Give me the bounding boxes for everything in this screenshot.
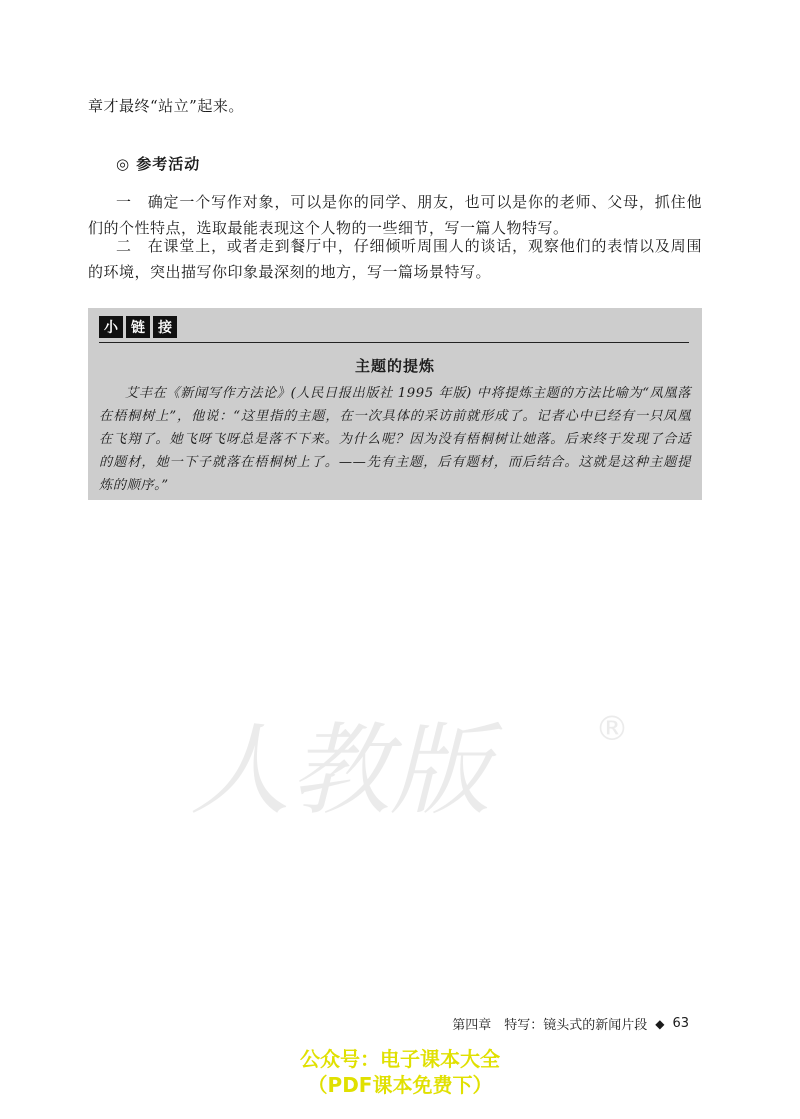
link-box xyxy=(88,308,702,500)
page-number: 63 xyxy=(672,1016,689,1031)
tag-lian: 链 xyxy=(126,316,150,338)
link-box-title: 主题的提炼 xyxy=(354,357,435,375)
promo-line-2: （PDF课本免费下） xyxy=(307,1073,493,1097)
page-footer xyxy=(452,1014,689,1033)
link-box-divider xyxy=(99,342,689,343)
chapter-title: 第四章 特写：镜头式的新闻片段 xyxy=(452,1018,648,1033)
watermark-registered-icon: ® xyxy=(595,709,629,749)
continued-text: 章才最终“站立”起来。 xyxy=(88,97,244,115)
link-box-tags xyxy=(99,316,177,338)
tag-jie: 接 xyxy=(153,316,177,338)
diamond-icon: ◆ xyxy=(655,1016,665,1031)
activities-heading: ◎ 参考活动 xyxy=(116,155,201,173)
activity-item-2: 二 在课堂上，或者走到餐厅中，仔细倾听周围人的谈话，观察他们的表情以及周围的环境，突出描写你印象最深刻的地方，写一篇场景特写。 xyxy=(88,237,702,281)
promo-line-1: 公众号：电子课本大全 xyxy=(300,1047,500,1071)
activity-item-1: 一 确定一个写作对象，可以是你的同学、朋友，也可以是你的老师、父母，抓住他们的个性特点，选取最能表现这个人物的一些细节，写一篇人物特写。 xyxy=(88,193,702,237)
link-box-body: 艾丰在《新闻写作方法论》(人民日报出版社 1995 年版) 中将提炼主题的方法比喻为“凤凰落在梧桐树上”，他说：“这里指的主题，在一次具体的采访前就形成了。记者心中已经有一只凤凰在飞翔了。她飞呀飞呀总是落不下来。为什么呢？因为没有梧桐树让她落。后来终于发现了合适的题材，她一下子就落在梧桐树上了。——先有主题，后有题材，而后结合。这就是这种主题提炼的顺序。” xyxy=(99,386,691,493)
publisher-watermark xyxy=(170,690,640,840)
tag-xiao: 小 xyxy=(99,316,123,338)
watermark-text: 人教版 xyxy=(190,712,490,829)
